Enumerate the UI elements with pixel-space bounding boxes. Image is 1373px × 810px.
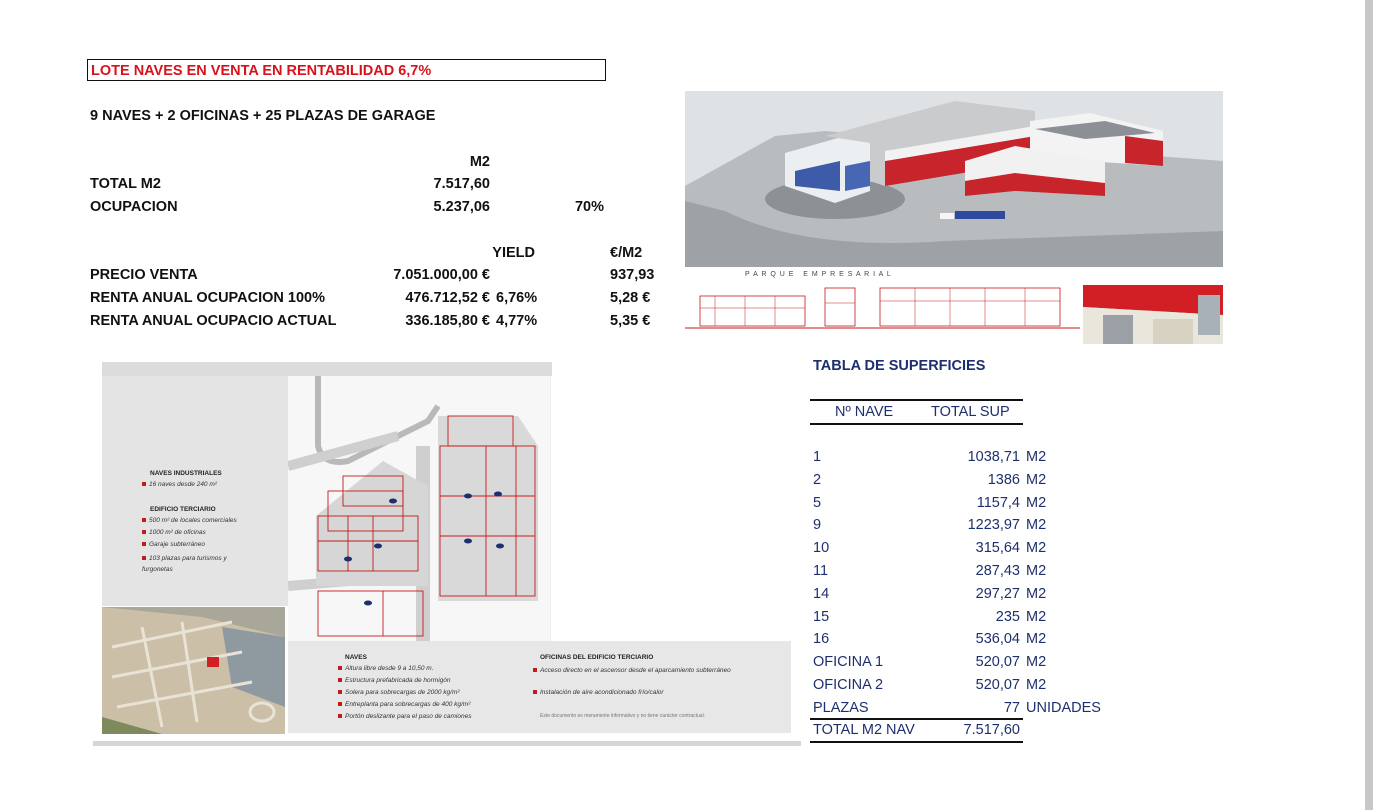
ocupacion-label: OCUPACION: [90, 199, 178, 215]
row-nave: 11: [813, 563, 829, 579]
pricing-row-yield: 4,77%: [496, 313, 538, 329]
specs-naves-item: Entreplanta para sobrecargas de 400 kg/m²: [338, 701, 470, 708]
row-unit: M2: [1026, 631, 1047, 648]
row-unit: M2: [1026, 563, 1047, 579]
page-title: LOTE NAVES EN VENTA EN RENTABILIDAD 6,7%: [91, 63, 432, 79]
row-sup: 520,07: [975, 677, 1020, 693]
row-nave: 5: [813, 494, 822, 511]
legend-terciario-item: 103 plazas para turismos y furgonetas: [142, 555, 227, 573]
total-m2-label: TOTAL M2: [90, 176, 161, 192]
m2-header: M2: [469, 154, 490, 170]
specs-note: Este documento es meramente informativo y no tiene carácter contractual.: [540, 713, 706, 719]
row-nave: 2: [813, 471, 822, 488]
row-nave: OFICINA 2: [813, 677, 884, 693]
legend-terciario-item: Garaje subterráneo: [142, 541, 205, 548]
specs-naves-item: Portón deslizante para el paso de camiones: [338, 713, 471, 720]
row-unit: M2: [1026, 494, 1047, 511]
row-sup: 1223,97: [967, 517, 1020, 534]
row-sup: 1038,71: [967, 449, 1020, 465]
row-unit: M2: [1026, 677, 1047, 693]
ocupacion-value: 5.237,06: [433, 199, 490, 215]
pricing-row-value: 336.185,80 €: [405, 313, 490, 329]
plan-bottom-bar: [93, 741, 801, 746]
row-nave: 1: [813, 449, 822, 465]
row-unit: M2: [1026, 471, 1047, 488]
row-unit: M2: [1026, 449, 1047, 465]
pricing-row-value: 7.051.000,00 €: [393, 267, 490, 283]
row-nave: 9: [813, 517, 822, 534]
row-unit: M2: [1026, 540, 1047, 557]
specs-oficinas-item: Acceso directo en el ascensor desde el aparcamiento subterráneo: [533, 665, 738, 676]
col-header-nave: Nº NAVE: [835, 404, 894, 420]
subtitle: 9 NAVES + 2 OFICINAS + 25 PLAZAS DE GARAGE: [90, 108, 436, 124]
row-sup: 287,43: [975, 563, 1020, 579]
legend-terciario-item: 1000 m² de oficinas: [142, 529, 206, 536]
row-nave: OFICINA 1: [813, 654, 884, 671]
warehouse-photo: [1083, 285, 1223, 344]
specs-oficinas-item: Instalación de aire acondicionado frío/calor: [533, 689, 664, 696]
render-caption: P A R Q U E E M P R E S A R I A L: [745, 271, 892, 278]
row-sup: 536,04: [975, 631, 1020, 648]
specs-naves-item: Estructura prefabricada de hormigón: [338, 677, 451, 684]
pricing-row-value: 476.712,52 €: [405, 290, 490, 306]
row-nave: PLAZAS: [813, 699, 869, 716]
specs-naves-item: Solera para sobrecargas de 2000 kg/m²: [338, 689, 460, 696]
row-sup: 77: [1003, 699, 1020, 716]
plan-top-bar: [102, 362, 552, 376]
right-edge-strip: [1365, 0, 1373, 810]
row-nave: 14: [813, 585, 830, 602]
ocupacion-pct: 70%: [574, 199, 604, 215]
legend-naves-head: NAVES INDUSTRIALES: [150, 470, 222, 477]
aerial-photo: [102, 607, 285, 734]
row-unit: M2: [1026, 517, 1047, 534]
specs-naves-item: Altura libre desde 9 a 10,50 m.: [338, 665, 434, 672]
table-bottom-rule: [810, 741, 1023, 743]
plan-edge: [550, 376, 551, 641]
business-park-render: [685, 91, 1223, 267]
pricing-row-eur-m2: 937,93: [610, 267, 655, 283]
superficies-title: TABLA DE SUPERFICIES: [813, 358, 986, 374]
pricing-row-yield: 6,76%: [496, 290, 538, 306]
pricing-row-label: RENTA ANUAL OCUPACIO ACTUAL: [90, 313, 337, 329]
legend-terciario-head: EDIFICIO TERCIARIO: [150, 506, 216, 513]
pricing-row-eur-m2: 5,35 €: [610, 313, 651, 329]
pricing-row-label: PRECIO VENTA: [90, 267, 198, 283]
specs-naves-head: NAVES: [345, 654, 367, 661]
row-sup: 1157,4: [976, 494, 1020, 511]
yield-header: YIELD: [492, 245, 535, 261]
col-header-total: TOTAL SUP: [931, 404, 1010, 420]
specs-oficinas-head: OFICINAS DEL EDIFICIO TERCIARIO: [540, 654, 654, 661]
legend-terciario-item: 500 m² de locales comerciales: [142, 517, 237, 524]
total-value: 7.517,60: [963, 722, 1020, 738]
row-nave: 16: [813, 631, 830, 648]
row-unit: M2: [1026, 585, 1047, 602]
table-total-rule: [810, 718, 1023, 720]
elevation-drawing: [685, 283, 1080, 331]
row-sup: 235: [995, 608, 1020, 625]
table-top-rule: [810, 399, 1023, 401]
row-sup: 1386: [987, 471, 1020, 488]
pricing-row-eur-m2: 5,28 €: [610, 290, 651, 306]
site-plan: [288, 376, 550, 641]
row-nave: 15: [813, 608, 830, 625]
table-header-rule: [810, 423, 1023, 425]
row-unit: UNIDADES: [1026, 699, 1101, 716]
total-label: TOTAL M2 NAV: [813, 722, 915, 738]
row-sup: 315,64: [975, 540, 1020, 557]
total-m2-value: 7.517,60: [433, 176, 490, 192]
row-sup: 520,07: [975, 654, 1020, 671]
row-sup: 297,27: [975, 585, 1020, 602]
pricing-row-label: RENTA ANUAL OCUPACION 100%: [90, 290, 325, 306]
row-unit: M2: [1026, 654, 1047, 671]
legend-naves-item: 16 naves desde 240 m²: [142, 481, 217, 488]
row-unit: M2: [1026, 608, 1047, 625]
eur-m2-header: €/M2: [610, 245, 643, 261]
row-nave: 10: [813, 540, 830, 557]
